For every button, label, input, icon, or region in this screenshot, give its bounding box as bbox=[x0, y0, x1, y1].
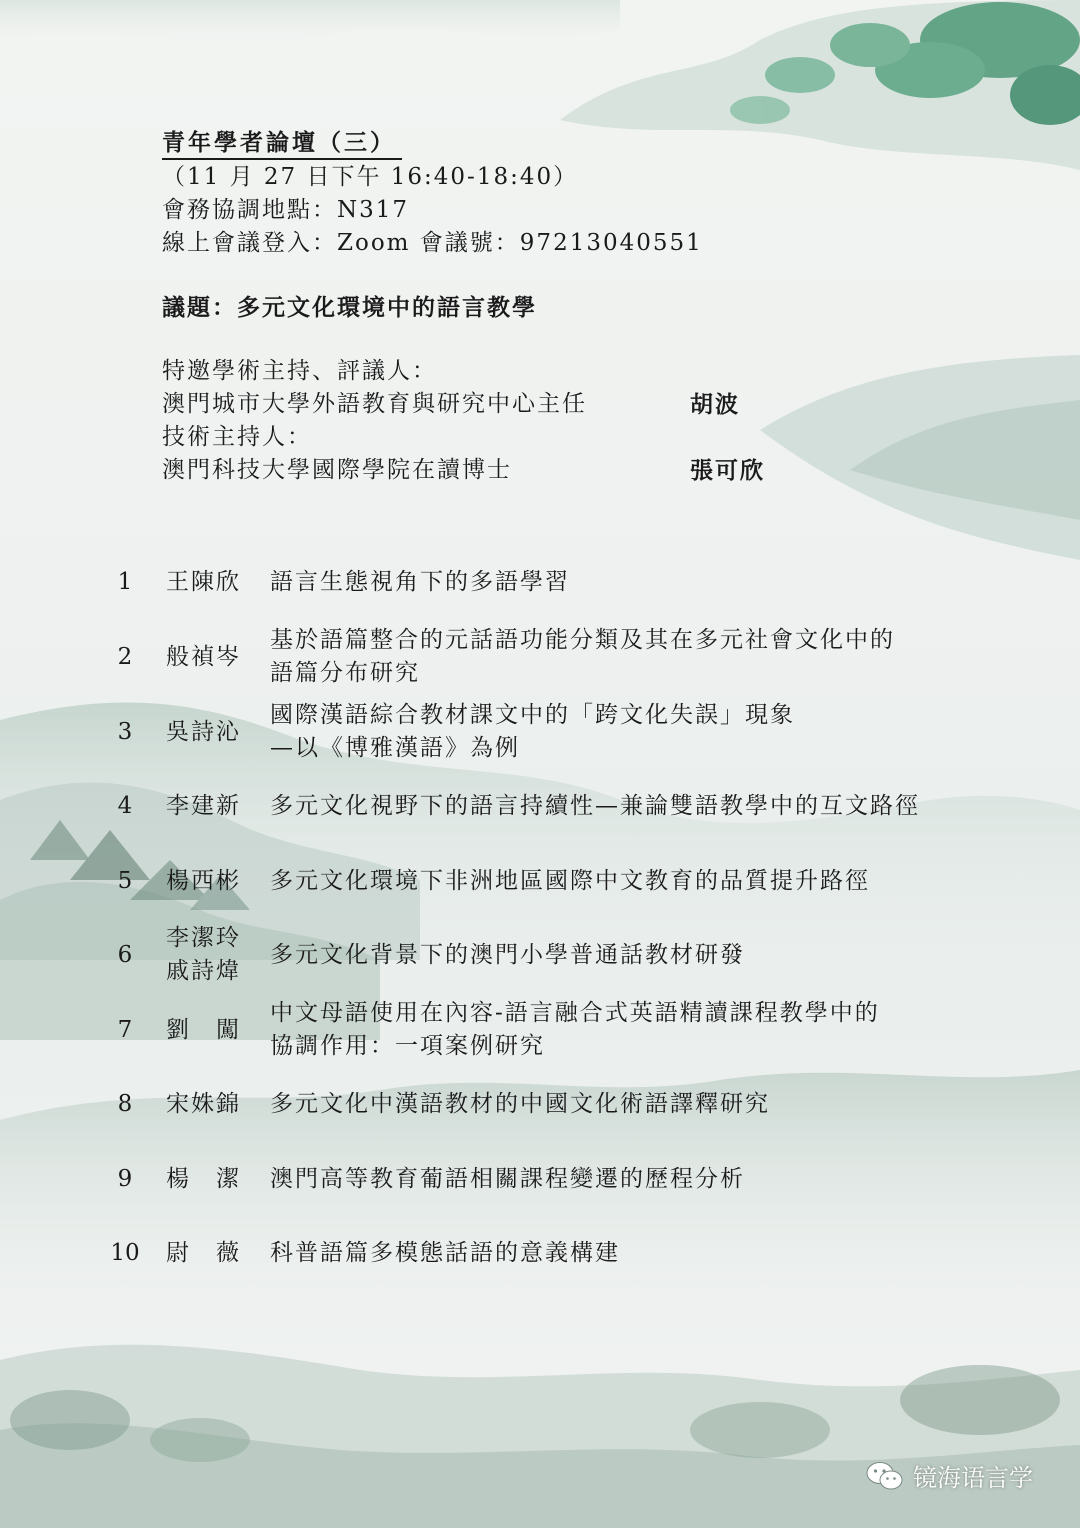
paper-number: 2 bbox=[117, 644, 133, 670]
paper-author: 尉 薇 bbox=[166, 1240, 241, 1266]
forum-venue: 會務協調地點：N317 bbox=[162, 197, 410, 223]
paper-author: 李潔玲 戚詩煒 bbox=[166, 925, 241, 984]
academic-host-affiliation: 澳門城市大學外語教育與研究中心主任 bbox=[162, 391, 587, 417]
tech-host-affiliation: 澳門科技大學國際學院在讀博士 bbox=[162, 457, 512, 483]
paper-author: 李建新 bbox=[166, 793, 241, 819]
paper-author: 劉 闖 bbox=[166, 1017, 241, 1043]
paper-author: 宋姝錦 bbox=[166, 1091, 241, 1117]
forum-title: 青年學者論壇（三） bbox=[162, 128, 402, 160]
forum-time: （11 月 27 日下午 16:40-18:40） bbox=[162, 164, 579, 190]
paper-author: 楊 潔 bbox=[166, 1166, 241, 1192]
paper-author: 般禎岑 bbox=[166, 644, 241, 670]
paper-number: 4 bbox=[117, 793, 133, 819]
paper-title: 多元文化中漢語教材的中國文化術語譯釋研究 bbox=[270, 1091, 770, 1117]
paper-title: 科普語篇多模態話語的意義構建 bbox=[270, 1240, 620, 1266]
academic-host-name: 胡波 bbox=[690, 391, 740, 418]
paper-number: 1 bbox=[117, 569, 133, 595]
paper-title: 多元文化背景下的澳門小學普通話教材研發 bbox=[270, 942, 745, 968]
paper-title: 基於語篇整合的元話語功能分類及其在多元社會文化中的 語篇分布研究 bbox=[270, 627, 895, 686]
tech-host-name: 張可欣 bbox=[690, 457, 765, 484]
watermark bbox=[865, 1458, 1033, 1493]
paper-title: 國際漢語綜合教材課文中的「跨文化失誤」現象 —以《博雅漢語》為例 bbox=[270, 702, 795, 761]
academic-host-label: 特邀學術主持、評議人： bbox=[162, 358, 437, 384]
topic-label: 議題：多元文化環境中的語言教學 bbox=[162, 294, 537, 321]
paper-number: 8 bbox=[117, 1091, 133, 1117]
paper-author: 王陳欣 bbox=[166, 569, 241, 595]
paper-number: 3 bbox=[117, 719, 133, 745]
paper-title: 中文母語使用在內容-語言融合式英語精讀課程教學中的 協調作用：一項案例研究 bbox=[270, 1000, 880, 1059]
paper-author: 吳詩沁 bbox=[166, 719, 241, 745]
paper-title: 語言生態視角下的多語學習 bbox=[270, 569, 570, 595]
paper-title: 多元文化環境下非洲地區國際中文教育的品質提升路徑 bbox=[270, 868, 870, 894]
paper-number: 7 bbox=[117, 1017, 133, 1043]
wechat-icon bbox=[865, 1460, 905, 1492]
tech-host-label: 技術主持人： bbox=[162, 424, 312, 450]
paper-author: 楊西彬 bbox=[166, 868, 241, 894]
paper-title: 多元文化視野下的語言持續性—兼論雙語教學中的互文路徑 bbox=[270, 793, 920, 819]
paper-title: 澳門高等教育葡語相關課程變遷的歷程分析 bbox=[270, 1166, 745, 1192]
paper-number: 9 bbox=[117, 1166, 133, 1192]
forum-online: 線上會議登入：Zoom 會議號：97213040551 bbox=[162, 230, 703, 256]
paper-number: 5 bbox=[117, 868, 133, 894]
paper-number: 10 bbox=[110, 1240, 140, 1266]
watermark-text: 镜海语言学 bbox=[913, 1464, 1033, 1492]
paper-number: 6 bbox=[117, 942, 133, 968]
